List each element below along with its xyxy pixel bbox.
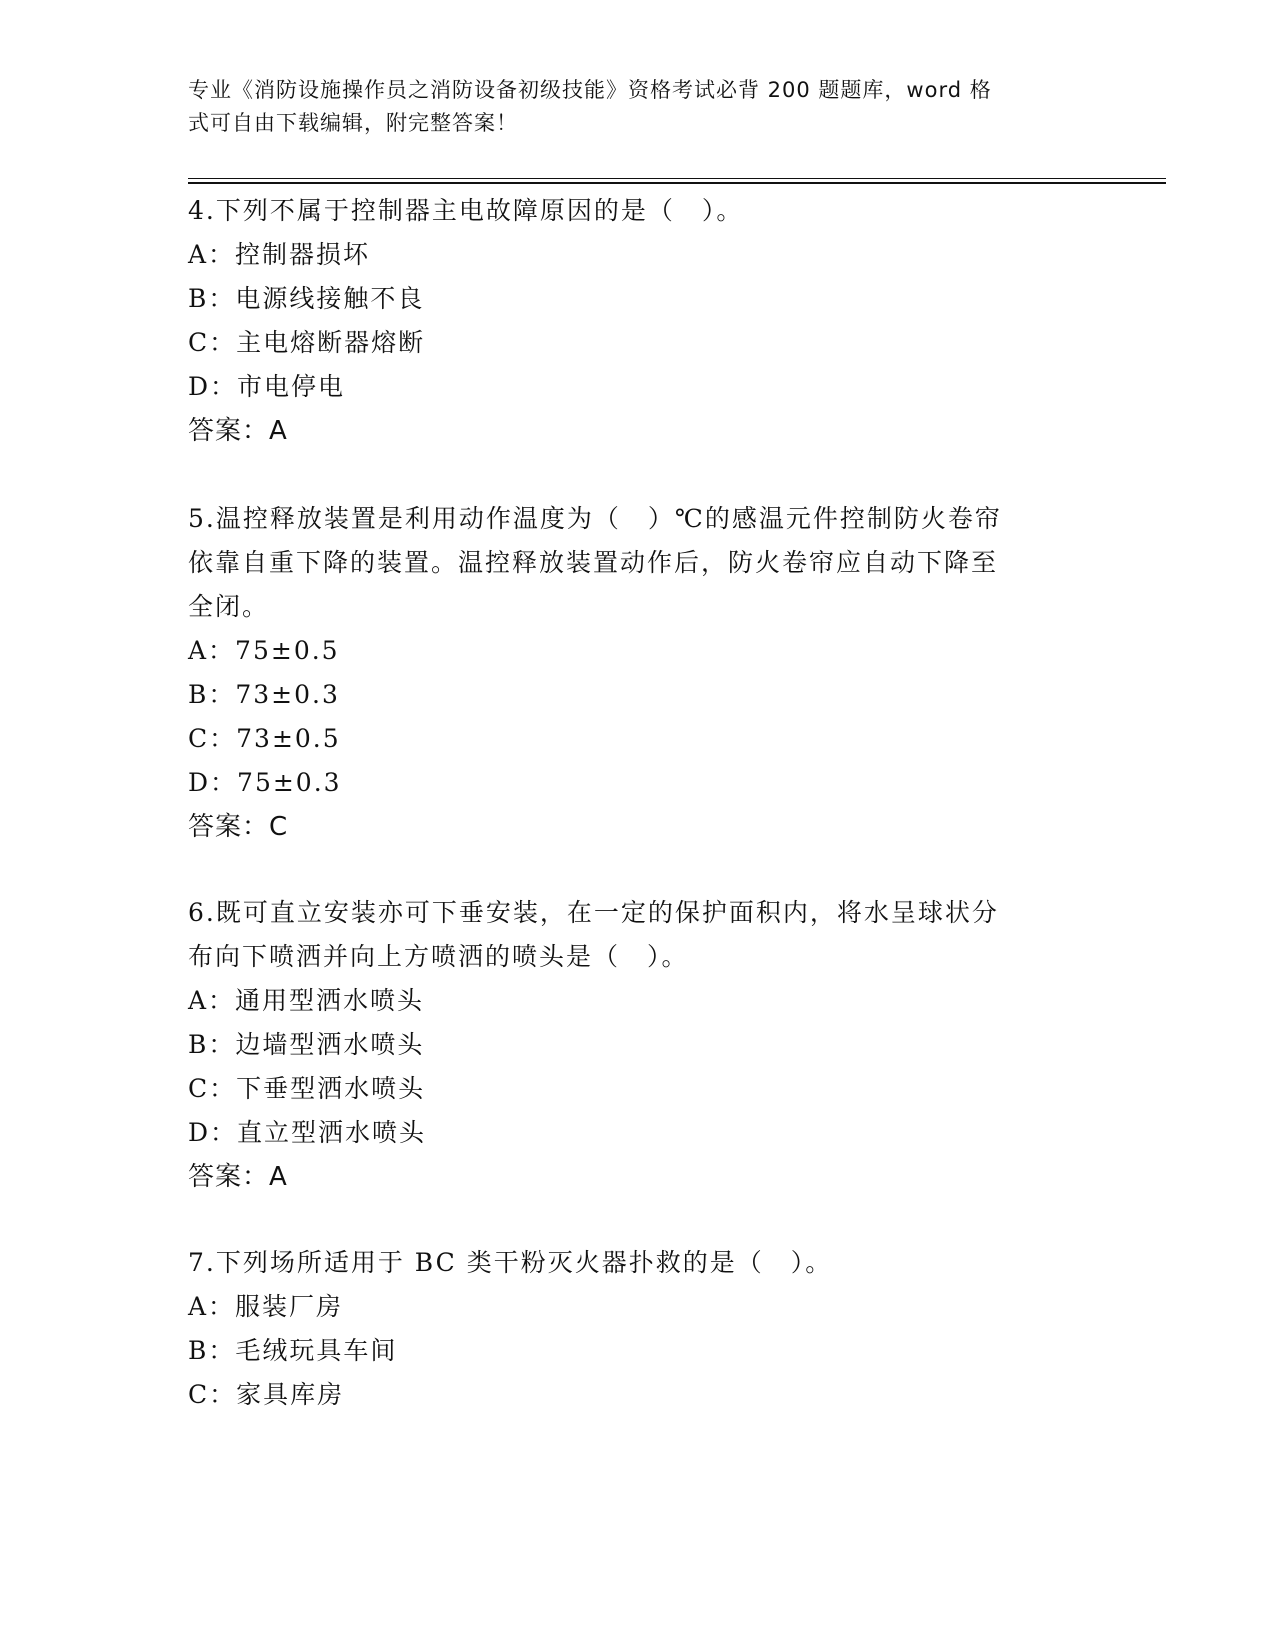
question-4-option-c: C：主电熔断器熔断 bbox=[188, 328, 426, 357]
question-5-stem-line-3: 全闭。 bbox=[188, 592, 270, 621]
question-5-option-a: A：75±0.5 bbox=[188, 636, 340, 665]
question-6-answer: 答案：A bbox=[188, 1162, 288, 1192]
question-5-option-d: D：75±0.3 bbox=[188, 768, 342, 797]
question-5-stem-line-2: 依靠自重下降的装置。温控释放装置动作后，防火卷帘应自动下降至 bbox=[188, 548, 999, 577]
question-6-stem-line-1: 6.既可直立安装亦可下垂安装，在一定的保护面积内，将水呈球状分 bbox=[188, 898, 999, 927]
question-6-option-d: D：直立型洒水喷头 bbox=[188, 1118, 427, 1147]
document-header bbox=[188, 74, 1068, 140]
header-rule-thick bbox=[188, 182, 1166, 184]
header-rule-thin bbox=[188, 178, 1166, 179]
question-7-option-c: C：家具库房 bbox=[188, 1380, 345, 1409]
question-4-answer: 答案：A bbox=[188, 416, 288, 446]
question-4-option-b: B：电源线接触不良 bbox=[188, 284, 425, 313]
question-5-option-c: C：73±0.5 bbox=[188, 724, 341, 753]
question-7-stem: 7.下列场所适用于 BC 类干粉灭火器扑救的是（ ）。 bbox=[188, 1248, 833, 1277]
question-6-option-a: A：通用型洒水喷头 bbox=[188, 986, 425, 1015]
question-4-option-a: A：控制器损坏 bbox=[188, 240, 371, 269]
question-6-option-c: C：下垂型洒水喷头 bbox=[188, 1074, 426, 1103]
question-5-stem-line-1: 5.温控释放装置是利用动作温度为（ ）℃的感温元件控制防火卷帘 bbox=[188, 504, 1002, 533]
question-6-stem-line-2: 布向下喷洒并向上方喷洒的喷头是（ ）。 bbox=[188, 942, 689, 971]
question-6-option-b: B：边墙型洒水喷头 bbox=[188, 1030, 425, 1059]
question-5-answer: 答案：C bbox=[188, 812, 289, 842]
header-line-2: 式可自由下载编辑，附完整答案！ bbox=[188, 111, 518, 135]
question-5-option-b: B：73±0.3 bbox=[188, 680, 340, 709]
question-7-option-b: B：毛绒玩具车间 bbox=[188, 1336, 398, 1365]
header-line-1: 专业《消防设施操作员之消防设备初级技能》资格考试必背 200 题题库，word 格 bbox=[188, 78, 992, 102]
question-4-option-d: D：市电停电 bbox=[188, 372, 346, 401]
question-7-option-a: A：服装厂房 bbox=[188, 1292, 344, 1321]
question-4-stem: 4.下列不属于控制器主电故障原因的是（ ）。 bbox=[188, 196, 744, 225]
